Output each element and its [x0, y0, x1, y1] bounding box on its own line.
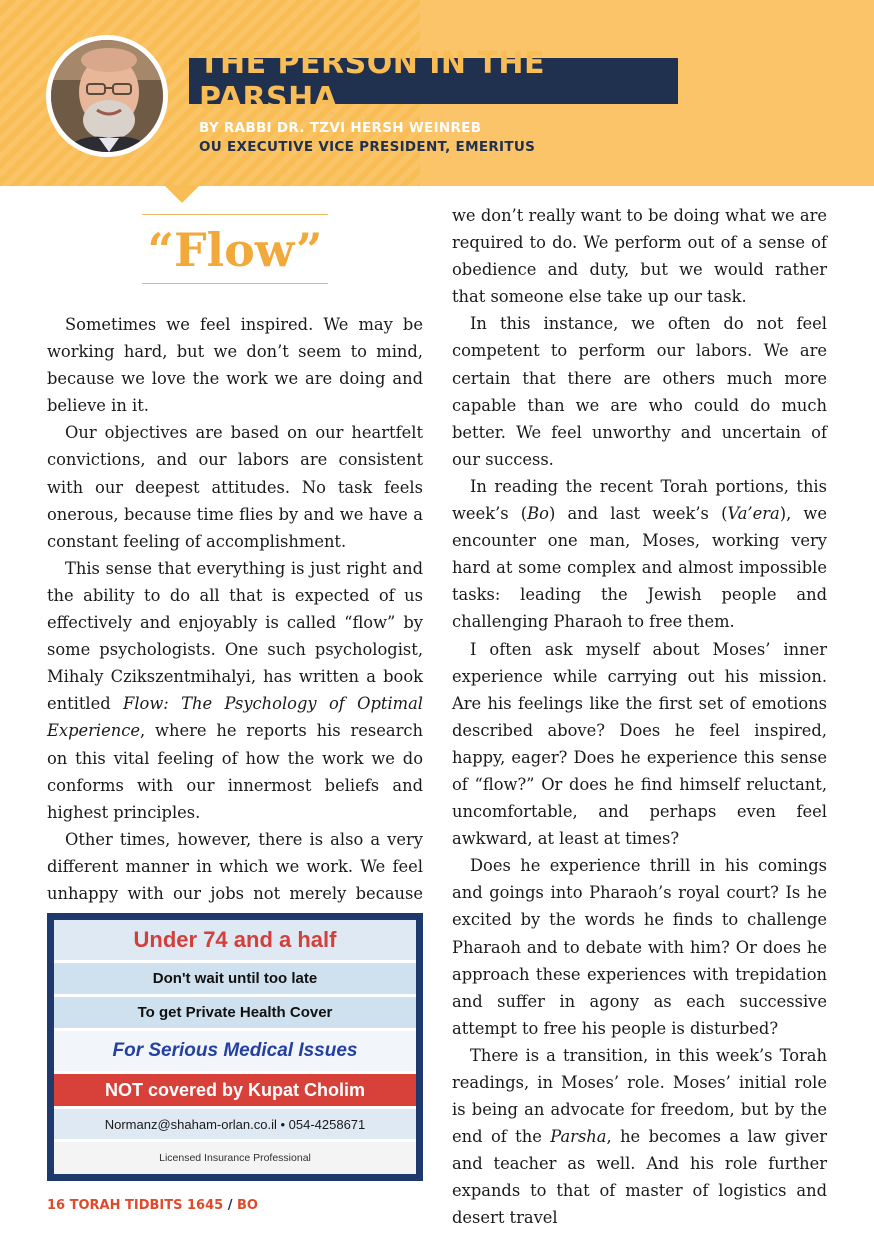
- paragraph: Sometimes we feel inspired. We may be working hard, but we don’t seem to mind, because we love the work we are doing and believe in it.: [47, 315, 423, 416]
- author-portrait-icon: [51, 40, 163, 152]
- column-title-box: [189, 46, 678, 116]
- ad-license-note: Licensed Insurance Professional: [54, 1142, 416, 1174]
- ad-line: Don't wait until too late: [54, 963, 416, 994]
- paragraph-text: This sense that everything is just right and the ability to do all that is expected of us effectively and enjoyably is called “flow” by some psychologists. One such psychologist, Mihaly Czikszentmihalyi, has written a book entitled: [47, 558, 423, 714]
- left-column: [47, 311, 423, 961]
- paragraph: Does he experience thrill in his comings and goings into Pharaoh’s royal court? Is he excited by the words he finds to challenge Pharaoh and to debate with him? Or does he approach these experiences with trepidation and suffer in agony as each successive attempt to free his people is disturbed?: [452, 856, 827, 1038]
- paragraph: I often ask myself about Moses’ inner experience while carrying out his mission. Are his feelings like the first set of emotions described above? Does he feel inspired, happy, eager? Does he experience this sense of “flow?” Or does he find himself reluctant, uncomfortable, and perhaps even feel awkward, at least at times?: [452, 639, 827, 849]
- paragraph-text: In reading the recent Torah portions, this week’s (: [452, 476, 827, 524]
- paragraph: [452, 473, 827, 636]
- paragraph: [47, 555, 423, 826]
- insurance-ad[interactable]: [47, 913, 423, 1181]
- paragraph: Our objectives are based on our heartfelt convictions, and our labors are consistent with our deepest attitudes. No task feels onerous, because time flies by and we have a constant feeling of accomplishment.: [47, 423, 423, 551]
- paragraph-text: , he becomes a law giver and teacher as well. And his role further expands to that of master of logistics and desert travel: [452, 1127, 827, 1228]
- parsha-name: Bo: [527, 504, 549, 524]
- paragraph: In this instance, we often do not feel competent to perform our labors. We are certain that there are others much more capable than we are who could do much better. We feel unworthy and uncertain of our success.: [452, 314, 827, 469]
- paragraph-text: ), we encounter one man, Moses, working very hard at some complex and almost impossible tasks: leading the Jewish people and challenging Pharaoh to free them.: [452, 504, 828, 632]
- paragraph-text: There is a transition, in this week’s Torah readings, in Moses’ role. Moses’ initial role is being an advocate for freedom, but by the end of the: [452, 1045, 827, 1147]
- parsha-name: Va’era: [727, 504, 780, 524]
- paragraph-text: ) and last week’s (: [548, 504, 728, 524]
- page-footer: [47, 1198, 258, 1213]
- byline: [199, 119, 535, 157]
- author-photo: [46, 35, 168, 157]
- byline-author: BY RABBI DR. TZVI HERSH WEINREB: [199, 120, 482, 136]
- ad-headline: Under 74 and a half: [54, 920, 416, 960]
- paragraph: [452, 1042, 827, 1232]
- byline-position: OU EXECUTIVE VICE PRESIDENT, EMERITUS: [199, 139, 536, 155]
- paragraph-continued: we don’t really want to be doing what we are required to do. We perform out of a sense of obedience and duty, but we would rather that someone else take up our task.: [452, 206, 827, 307]
- paragraph: Other times, however, there is also a very different manner in which we work. We feel unhappy with our jobs not merely because: [47, 829, 423, 903]
- article-title: “Flow”: [147, 223, 323, 277]
- ad-contact[interactable]: Normanz@shaham-orlan.co.il • 054-4258671: [54, 1109, 416, 1139]
- header-notch: [164, 185, 200, 203]
- ad-emphasis: For Serious Medical Issues: [54, 1031, 416, 1071]
- ad-warning-banner: NOT covered by Kupat Cholim: [54, 1074, 416, 1106]
- ad-panel: [54, 920, 416, 1174]
- article-title-frame: [142, 214, 328, 284]
- page-number-label: 16 TORAH TIDBITS 1645: [47, 1198, 224, 1213]
- footer-parsha: BO: [237, 1198, 258, 1213]
- column-title: THE PERSON IN THE PARSHA: [199, 46, 546, 116]
- paragraph-text: , where he reports his research on this vital feeling of how the work we do conforms with our innermost beliefs and highest principles.: [47, 721, 423, 822]
- footer-separator: /: [223, 1198, 238, 1213]
- right-column: [452, 202, 827, 1232]
- ad-line: To get Private Health Cover: [54, 997, 416, 1028]
- parsha-word: Parsha: [550, 1127, 607, 1147]
- book-title: Flow: The Psychology of Optimal Experience: [47, 694, 424, 741]
